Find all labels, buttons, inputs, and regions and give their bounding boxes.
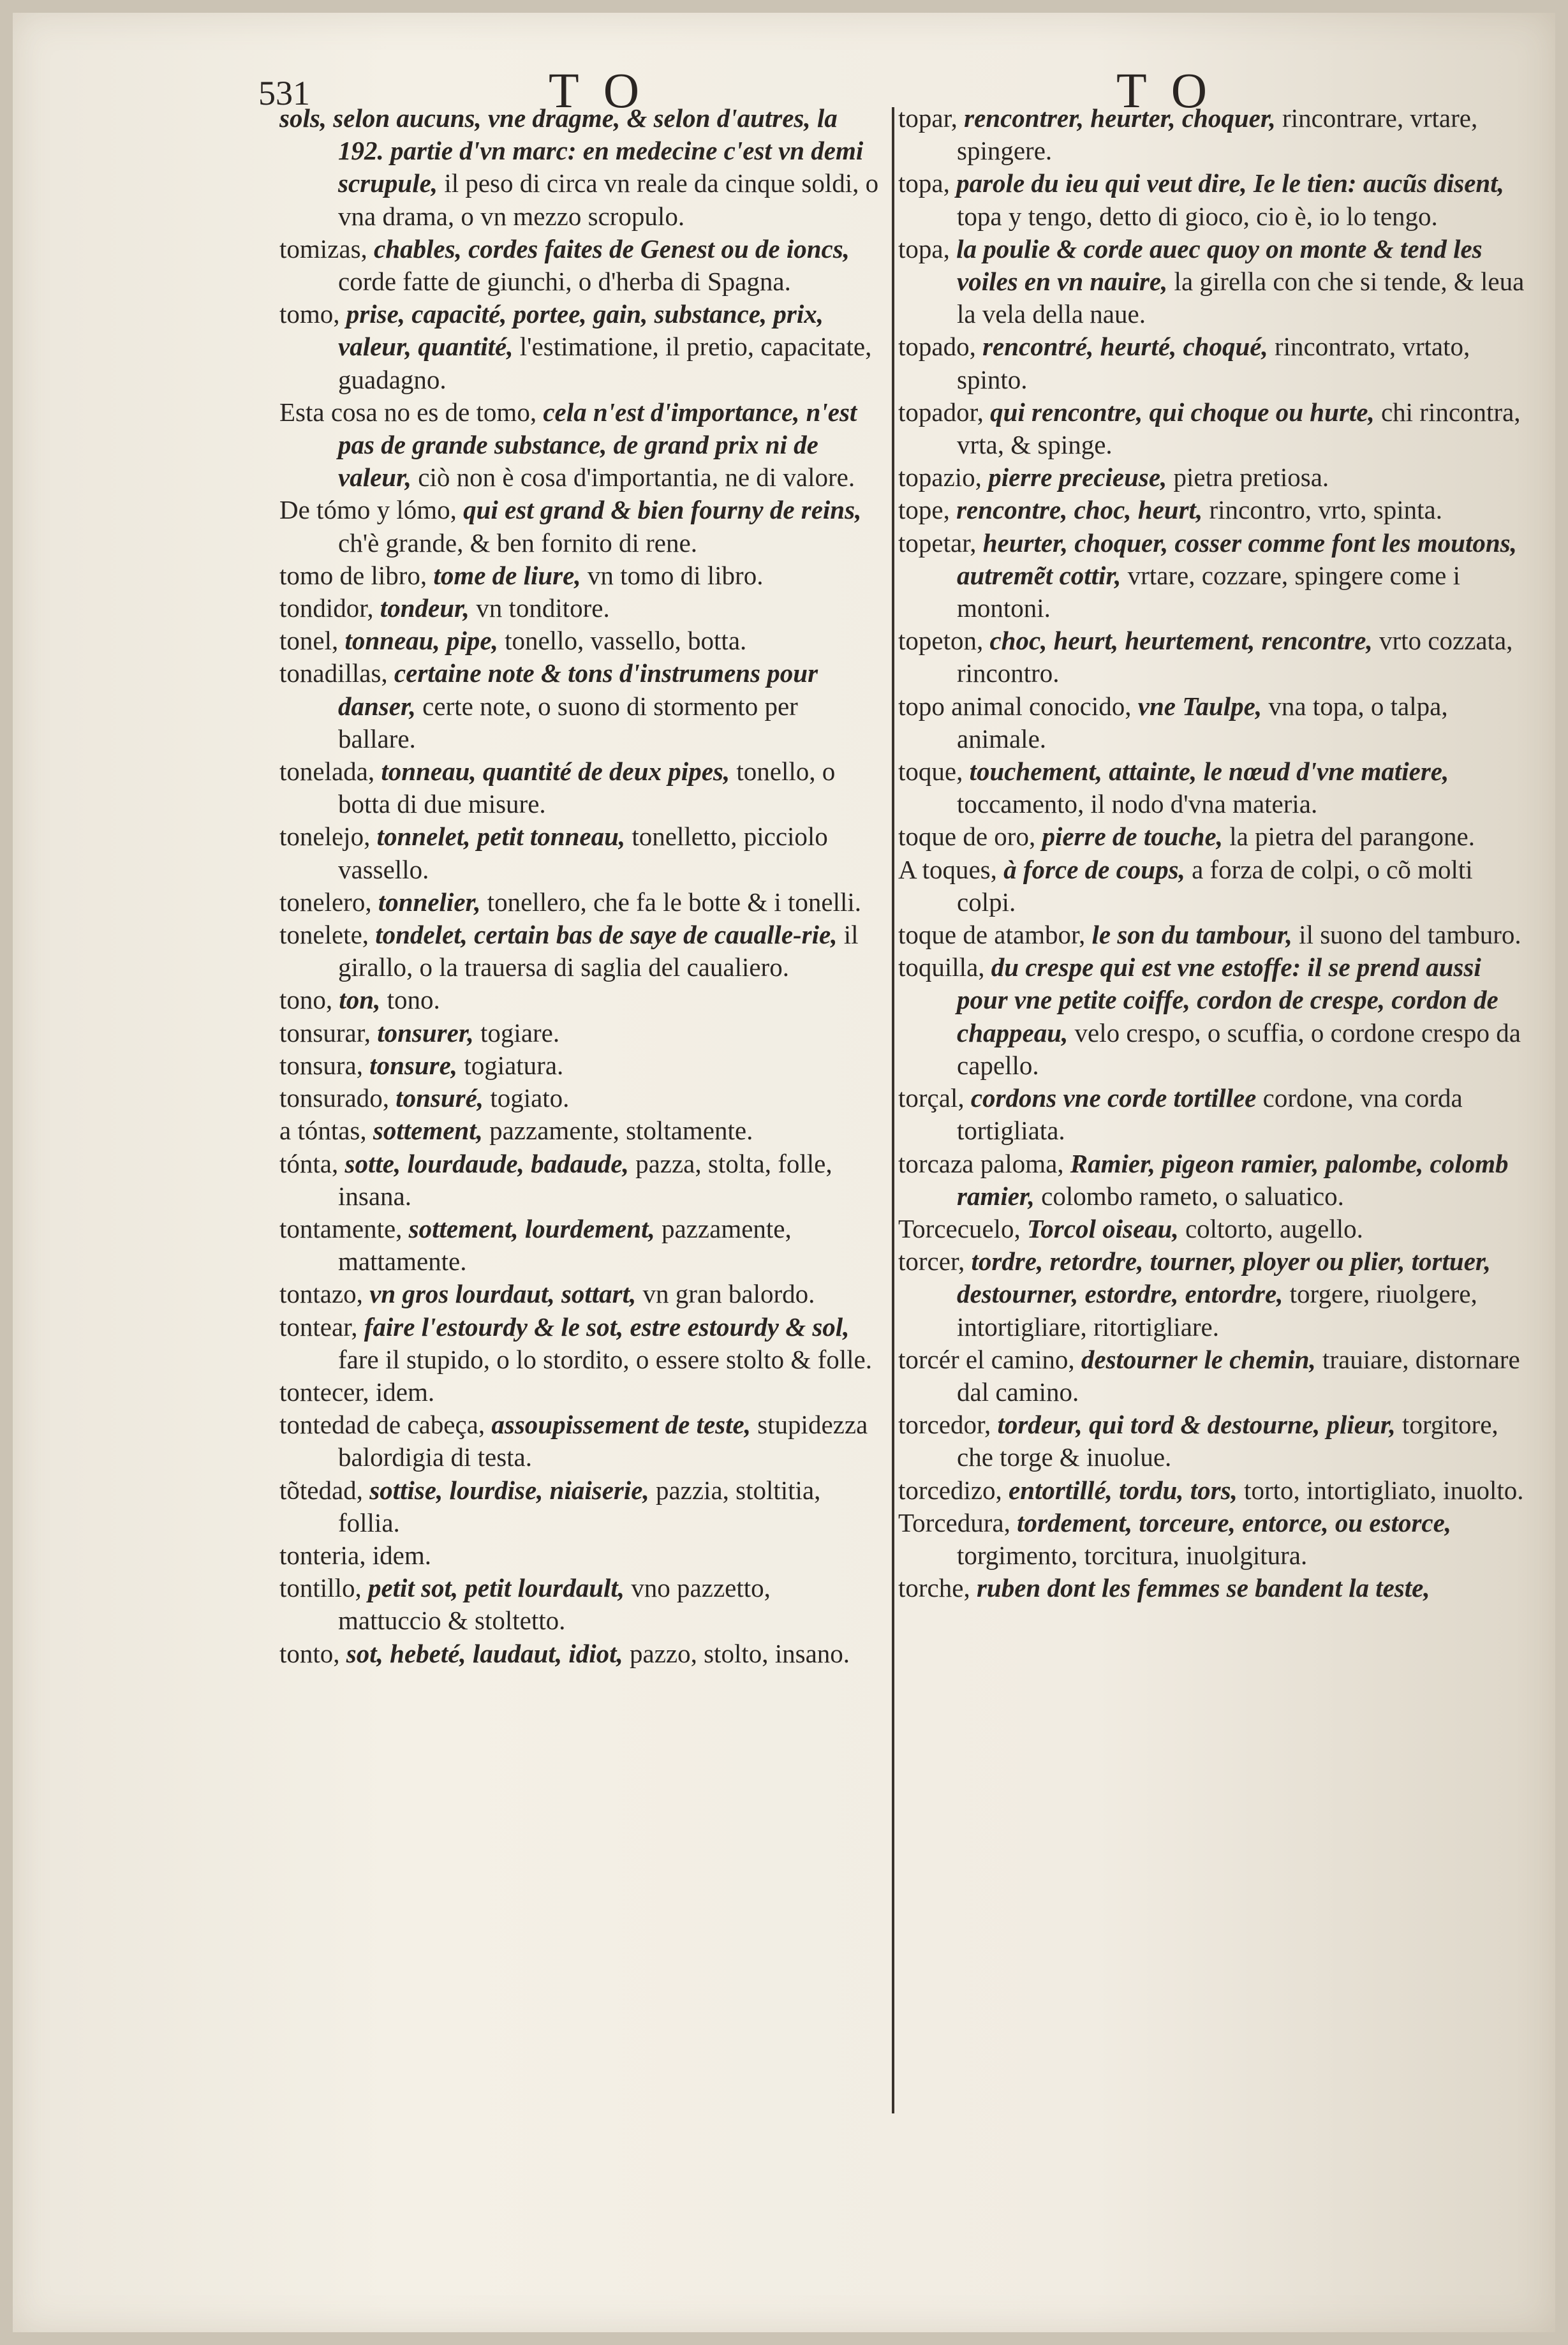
french-gloss: cordons vne corde tortillee — [964, 1083, 1257, 1113]
headword: tontazo, — [279, 1279, 363, 1309]
dictionary-entry — [898, 951, 1536, 1082]
headword: torcér el camino, — [898, 1344, 1075, 1374]
dictionary-entry — [279, 1376, 879, 1409]
dictionary-entry — [898, 854, 1536, 919]
headword: torcaza paloma, — [898, 1148, 1064, 1178]
french-gloss: faire l'estourdy & le sot, estre estourdy & sol, — [357, 1312, 850, 1342]
running-head-right: T O — [1116, 63, 1214, 118]
french-gloss: tonsuré, — [388, 1083, 484, 1113]
italian-gloss: velo crespo, o scuffia, o cordone crespo da capello. — [957, 1017, 1521, 1080]
french-gloss: sottement, lourdement, — [402, 1213, 655, 1243]
italian-gloss: pazza, stolta, folle, insana. — [338, 1148, 832, 1211]
italian-gloss: tono. — [380, 985, 440, 1015]
headword: tontedad de cabeça, — [279, 1410, 485, 1440]
french-gloss: pierre precieuse, — [981, 462, 1167, 492]
french-gloss: tonsure, — [362, 1050, 458, 1080]
left-column — [279, 102, 879, 1670]
french-gloss: choc, heurt, heurtement, rencontre, — [983, 626, 1373, 656]
headword: topa, — [898, 168, 950, 198]
french-gloss: petit sot, petit lourdault, — [361, 1573, 625, 1603]
french-gloss: sotte, lourdaude, badaude, — [338, 1148, 629, 1178]
french-gloss: sols, selon aucuns, vne dragme, & selon d'autres, la 192. partie d'vn marc: en medecine c'est vn demi scrupule, — [279, 103, 864, 198]
french-gloss: heurter, choquer, cosser comme font les moutons, autremẽt cottir, — [957, 528, 1517, 590]
dictionary-entry — [279, 820, 879, 885]
italian-gloss: rincontro, vrto, spinta. — [1202, 495, 1442, 525]
french-gloss: tondeur, — [373, 593, 470, 623]
french-gloss: sot, hebeté, laudaut, idiot, — [339, 1638, 623, 1668]
dictionary-entry — [279, 559, 879, 592]
headword: tonto, — [279, 1638, 340, 1668]
headword: toque de oro, — [898, 822, 1036, 852]
french-gloss: ruben dont les femmes se bandent la teste, — [970, 1573, 1430, 1603]
dictionary-entry — [279, 625, 879, 657]
dictionary-entry — [279, 1311, 879, 1376]
dictionary-entry — [279, 1572, 879, 1637]
headword: topador, — [898, 397, 984, 427]
headword: tonelada, — [279, 757, 375, 787]
french-gloss: du crespe qui est vne estoffe: il se prend aussi pour vne petite coiffe, cordon de crespe, cordon de chappeau, — [957, 952, 1498, 1047]
italian-gloss: la girella con che si tende, & leua la vela della naue. — [957, 267, 1525, 329]
dictionary-entry — [898, 1409, 1536, 1474]
headword: tomizas, — [279, 233, 367, 263]
headword: tontamente, — [279, 1213, 403, 1243]
dictionary-entry — [279, 233, 879, 298]
italian-gloss: tonello, o botta di due misure. — [338, 757, 836, 819]
italian-gloss: tonelletto, picciolo vassello. — [338, 822, 828, 884]
french-gloss: rencontre, choc, heurt, — [949, 495, 1203, 525]
italian-gloss: vrtare, cozzare, spingere come i montoni. — [957, 560, 1460, 623]
italian-gloss: pazzo, stolto, insano. — [623, 1638, 850, 1668]
french-gloss: à force de coups, — [996, 854, 1185, 884]
headword: tomo, — [279, 299, 340, 329]
italian-gloss: coltorto, augello. — [1178, 1213, 1363, 1243]
headword: Esta cosa no es de tomo, — [279, 397, 537, 427]
french-gloss: certaine note & tons d'instrumens pour danser, — [338, 658, 818, 721]
dictionary-entry — [279, 657, 879, 755]
italian-gloss: il girallo, o la trauersa di saglia del caualiero. — [338, 920, 859, 982]
italian-gloss: togiare. — [473, 1017, 560, 1047]
dictionary-entry — [898, 396, 1536, 461]
dictionary-entry — [279, 1148, 879, 1213]
dictionary-entry — [279, 1017, 879, 1049]
italian-gloss: la pietra del parangone. — [1223, 822, 1476, 852]
headword: tonadillas, — [279, 658, 388, 688]
italian-gloss: trauiare, distornare dal camino. — [957, 1344, 1520, 1407]
italian-gloss: certe note, o suono di stormento per ballare. — [338, 691, 798, 753]
italian-gloss: a forza de colpi, o cõ molti colpi. — [957, 854, 1473, 917]
dictionary-entry — [279, 1539, 879, 1572]
italian-gloss: vna topa, o talpa, animale. — [957, 691, 1448, 753]
french-gloss: la poulie & corde auec quoy on monte & tend les voiles en vn nauire, — [949, 233, 1483, 297]
french-gloss: tordre, retordre, tourner, ployer ou plier, tortuer, destourner, estordre, entordre, — [957, 1246, 1491, 1309]
dictionary-entry — [898, 1572, 1536, 1604]
italian-gloss: ch'è grande, & ben fornito di rene. — [338, 528, 697, 558]
right-column — [898, 102, 1536, 1604]
french-gloss: chables, cordes faites de Genest ou de ioncs, — [367, 233, 850, 263]
dictionary-entry — [279, 984, 879, 1016]
dictionary-entry — [898, 820, 1536, 853]
french-gloss: touchement, attainte, le nœud d'vne matiere, — [963, 757, 1449, 787]
french-gloss: rencontrer, heurter, choquer, — [957, 103, 1276, 133]
dictionary-entry — [279, 919, 879, 984]
italian-gloss: cordone, vna corda tortigliata. — [957, 1083, 1463, 1146]
italian-gloss: topa y tengo, detto di gioco, cio è, io lo tengo. — [957, 201, 1438, 231]
dictionary-page — [13, 13, 1555, 2332]
headword: torcedor, — [898, 1410, 991, 1440]
headword: topa, — [898, 233, 950, 263]
dictionary-entry — [898, 1213, 1536, 1245]
headword: tonel, — [279, 626, 339, 656]
french-gloss: tonnelet, petit tonneau, — [370, 822, 626, 852]
headword: tõtedad, — [279, 1475, 363, 1505]
headword: tonsurado, — [279, 1083, 389, 1113]
headword: topetar, — [898, 528, 977, 558]
dictionary-entry — [898, 1082, 1536, 1147]
italian-gloss: il suono del tamburo. — [1292, 920, 1521, 950]
dictionary-entry — [898, 494, 1536, 526]
headword: tonsurar, — [279, 1017, 371, 1047]
headword: tomo de libro, — [279, 560, 427, 590]
column-divider — [892, 107, 894, 2113]
dictionary-entry — [279, 1049, 879, 1082]
french-gloss: Torcol oiseau, — [1020, 1213, 1179, 1243]
dictionary-entry — [898, 167, 1536, 232]
headword: toquilla, — [898, 952, 985, 982]
dictionary-entry — [279, 102, 879, 233]
headword: tono, — [279, 985, 333, 1015]
italian-gloss: pietra pretiosa. — [1167, 462, 1329, 492]
italian-gloss: torgimento, torcitura, inuolgitura. — [957, 1540, 1308, 1570]
headword: tonteria, — [279, 1540, 366, 1570]
headword: tonelejo, — [279, 822, 371, 852]
french-gloss: ton, — [332, 985, 381, 1015]
italian-gloss: colombo rameto, o saluatico. — [1034, 1181, 1344, 1211]
headword: tontear, — [279, 1312, 358, 1342]
headword: tonelete, — [279, 920, 369, 950]
dictionary-entry — [279, 396, 879, 494]
french-gloss: vne Taulpe, — [1131, 691, 1262, 721]
dictionary-entry — [898, 755, 1536, 820]
headword: Torcecuelo, — [898, 1213, 1021, 1243]
dictionary-entry — [898, 919, 1536, 951]
headword: topar, — [898, 103, 958, 133]
french-gloss: le son du tambour, — [1085, 920, 1292, 950]
dictionary-entry — [279, 1638, 879, 1670]
french-gloss: parole du ieu qui veut dire, Ie le tien: aucũs disent, — [949, 168, 1504, 198]
headword: tope, — [898, 495, 950, 525]
italian-gloss: tonello, vassello, botta. — [498, 626, 747, 656]
dictionary-entry — [279, 1278, 879, 1310]
headword: torche, — [898, 1573, 970, 1603]
french-gloss: sottise, lourdise, niaiserie, — [362, 1475, 649, 1505]
italian-gloss: pazzamente, stoltamente. — [482, 1116, 753, 1146]
italian-gloss: rincontrato, vrtato, spinto. — [957, 332, 1470, 394]
dictionary-entry — [279, 1474, 879, 1539]
headword: tonelero, — [279, 887, 372, 917]
french-gloss: tordeur, qui tord & destourne, plieur, — [991, 1410, 1396, 1440]
headword: a tóntas, — [279, 1116, 367, 1146]
dictionary-entry — [898, 625, 1536, 690]
headword: tónta, — [279, 1148, 339, 1178]
dictionary-entry — [898, 690, 1536, 755]
dictionary-entry — [898, 1474, 1536, 1507]
headword: topeton, — [898, 626, 984, 656]
dictionary-entry — [279, 1409, 879, 1474]
italian-gloss: l'estimatione, il pretio, capacitate, guadagno. — [338, 332, 872, 394]
italian-gloss: idem. — [369, 1377, 435, 1407]
folio-number: 531 — [258, 74, 310, 112]
headword: Torcedura, — [898, 1507, 1010, 1537]
italian-gloss: torgitore, che torge & inuolue. — [957, 1410, 1498, 1472]
french-gloss: qui rencontre, qui choque ou hurte, — [983, 397, 1375, 427]
french-gloss: tonneau, pipe, — [338, 626, 498, 656]
dictionary-entry — [898, 1148, 1536, 1213]
dictionary-entry — [898, 102, 1536, 167]
dictionary-entry — [279, 1114, 879, 1147]
dictionary-entry — [279, 755, 879, 820]
italian-gloss: rincontrare, vrtare, spingere. — [957, 103, 1478, 166]
dictionary-entry — [279, 1082, 879, 1114]
dictionary-entry — [898, 1245, 1536, 1343]
dictionary-entry — [898, 1343, 1536, 1409]
headword: toque, — [898, 757, 963, 787]
dictionary-entry — [279, 1213, 879, 1278]
running-head-left: T O — [549, 63, 646, 118]
headword: torçal, — [898, 1083, 965, 1113]
headword: topo animal conocido, — [898, 691, 1132, 721]
french-gloss: destourner le chemin, — [1074, 1344, 1316, 1374]
dictionary-entry — [898, 330, 1536, 396]
headword: topazio, — [898, 462, 982, 492]
italian-gloss: vn tomo di libro. — [581, 560, 764, 590]
french-gloss: entortillé, tordu, tors, — [1002, 1475, 1238, 1505]
italian-gloss: idem. — [366, 1540, 431, 1570]
headword: torcedizo, — [898, 1475, 1002, 1505]
headword: tontecer, — [279, 1377, 369, 1407]
french-gloss: sottement, — [366, 1116, 483, 1146]
french-gloss: tonnelier, — [371, 887, 481, 917]
italian-gloss: toccamento, il nodo d'vna materia. — [957, 789, 1318, 819]
french-gloss: tonneau, quantité de deux pipes, — [374, 757, 730, 787]
french-gloss: vn gros lourdaut, sottart, — [362, 1279, 637, 1309]
french-gloss: tonsurer, — [370, 1017, 474, 1047]
italian-gloss: togiatura. — [457, 1050, 564, 1080]
italian-gloss: togiato. — [484, 1083, 570, 1113]
headword: torcer, — [898, 1246, 965, 1276]
french-gloss: cela n'est d'importance, n'est pas de grande substance, de grand prix ni de valeur, — [338, 397, 857, 492]
italian-gloss: vn gran balordo. — [636, 1279, 815, 1309]
dictionary-entry — [898, 527, 1536, 625]
dictionary-entry — [279, 592, 879, 625]
italian-gloss: fare il stupido, o lo stordito, o essere stolto & folle. — [338, 1344, 872, 1374]
dictionary-entry — [898, 233, 1536, 331]
french-gloss: assoupissement de teste, — [485, 1410, 751, 1440]
french-gloss: pierre de touche, — [1035, 822, 1223, 852]
headword: tondidor, — [279, 593, 374, 623]
italian-gloss: torgere, riuolgere, intortigliare, ritortigliare. — [957, 1279, 1477, 1342]
french-gloss: tondelet, certain bas de saye de caualle-rie, — [369, 920, 838, 950]
headword: tontillo, — [279, 1573, 362, 1603]
french-gloss: qui est grand & bien fourny de reins, — [456, 495, 862, 525]
italian-gloss: vno pazzetto, mattuccio & stoltetto. — [338, 1573, 771, 1636]
headword: De tómo y lómo, — [279, 495, 457, 525]
italian-gloss: chi rincontra, vrta, & spinge. — [957, 397, 1521, 460]
dictionary-entry — [898, 1507, 1536, 1572]
headword: A toques, — [898, 854, 997, 884]
french-gloss: rencontré, heurté, choqué, — [975, 332, 1268, 362]
headword: toque de atambor, — [898, 920, 1086, 950]
french-gloss: Ramier, pigeon ramier, palombe, colomb ramier, — [957, 1148, 1509, 1211]
italian-gloss: pazzia, stoltitia, follia. — [338, 1475, 821, 1537]
italian-gloss: il peso di circa vn reale da cinque soldi, o vna drama, o vn mezzo scropulo. — [338, 168, 879, 231]
italian-gloss: corde fatte de giunchi, o d'herba di Spagna. — [338, 267, 791, 297]
italian-gloss: torto, intortigliato, inuolto. — [1237, 1475, 1524, 1505]
dictionary-entry — [279, 494, 879, 559]
italian-gloss: tonellero, che fa le botte & i tonelli. — [480, 887, 862, 917]
dictionary-entry — [279, 298, 879, 396]
french-gloss: tordement, torceure, entorce, ou estorce, — [1010, 1507, 1452, 1537]
italian-gloss: vn tonditore. — [469, 593, 610, 623]
dictionary-entry — [898, 461, 1536, 494]
italian-gloss: vrto cozzata, rincontro. — [957, 626, 1513, 688]
dictionary-entry — [279, 886, 879, 919]
french-gloss: tome de liure, — [427, 560, 581, 590]
french-gloss: prise, capacité, portee, gain, substance, prix, valeur, quantité, — [338, 299, 824, 362]
headword: tonsura, — [279, 1050, 363, 1080]
italian-gloss: stupidezza balordigia di testa. — [338, 1410, 868, 1472]
italian-gloss: pazzamente, mattamente. — [338, 1213, 792, 1276]
headword: topado, — [898, 332, 976, 362]
italian-gloss: ciò non è cosa d'importantia, ne di valore. — [411, 462, 855, 492]
